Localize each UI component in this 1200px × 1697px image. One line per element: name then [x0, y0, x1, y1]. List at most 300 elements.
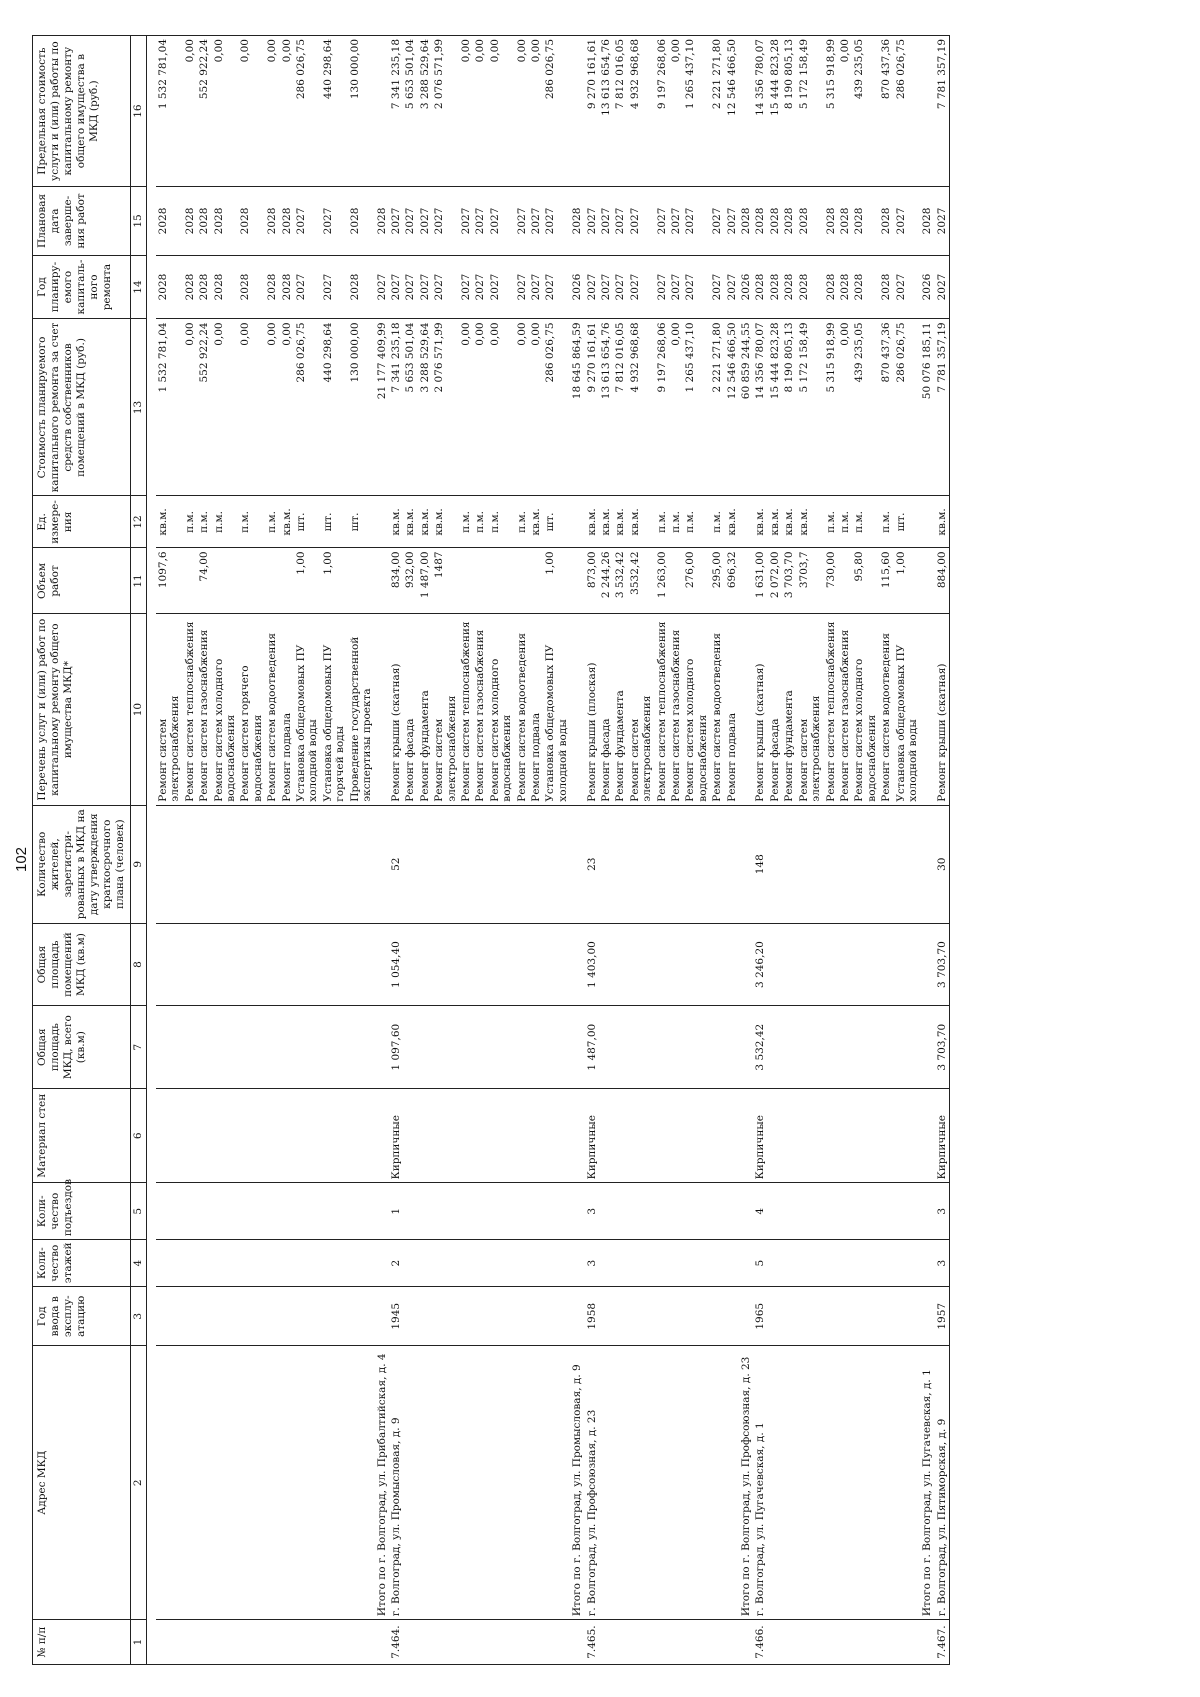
- wall-material: Кирпичные: [935, 1089, 950, 1183]
- unit: кв.м.: [280, 496, 294, 548]
- premises-area: [515, 923, 529, 1006]
- repair-year: 2027: [613, 255, 627, 319]
- row-number: [655, 1620, 669, 1665]
- premises-area: [628, 923, 655, 1006]
- table-row: [348, 36, 375, 1665]
- planned-cost: 5 315 918,99: [824, 319, 838, 496]
- planned-cost: 0,00: [529, 319, 543, 496]
- premises-area: [879, 923, 893, 1006]
- year-built: [725, 1287, 739, 1346]
- work-volume: 730,00: [824, 548, 838, 614]
- planned-cost: 15 444 823,28: [768, 319, 782, 496]
- address: [543, 1346, 570, 1620]
- floors: 3: [935, 1240, 950, 1287]
- column-number: 2: [131, 1346, 147, 1620]
- total-area: [710, 1006, 724, 1089]
- column-number: 6: [131, 1089, 147, 1183]
- year-built: 1958: [585, 1287, 599, 1346]
- max-cost: 5 315 918,99: [824, 36, 838, 187]
- total-area: [570, 1006, 584, 1089]
- entrances: [599, 1183, 613, 1240]
- residents: [529, 805, 543, 923]
- max-cost: 439 235,05: [852, 36, 879, 187]
- residents: [197, 805, 211, 923]
- repair-year: 2027: [488, 255, 515, 319]
- premises-area: [375, 923, 389, 1006]
- max-cost: 5 653 501,04: [403, 36, 417, 187]
- year-built: [710, 1287, 724, 1346]
- residents: [628, 805, 655, 923]
- table-row: [197, 36, 211, 1665]
- floors: 2: [389, 1240, 403, 1287]
- wall-material: [348, 1089, 375, 1183]
- unit: [570, 496, 584, 548]
- work-volume: 1 487,00: [418, 548, 432, 614]
- residents: [725, 805, 739, 923]
- row-number: [432, 1620, 459, 1665]
- residents: 148: [753, 805, 767, 923]
- premises-area: [920, 923, 934, 1006]
- entrances: [515, 1183, 529, 1240]
- work-type: Ремонт систем горячего водоснабжения: [238, 614, 265, 805]
- address: [488, 1346, 515, 1620]
- residents: [212, 805, 239, 923]
- wall-material: Кирпичные: [389, 1089, 403, 1183]
- work-volume: [459, 548, 473, 614]
- planned-cost: 8 190 805,13: [782, 319, 796, 496]
- work-volume: 1,00: [543, 548, 570, 614]
- total-area: [280, 1006, 294, 1089]
- entrances: [432, 1183, 459, 1240]
- floors: [570, 1240, 584, 1287]
- wall-material: [628, 1089, 655, 1183]
- floors: [488, 1240, 515, 1287]
- residents: [459, 805, 473, 923]
- total-area: [515, 1006, 529, 1089]
- residents: [824, 805, 838, 923]
- row-number: [739, 1620, 753, 1665]
- max-cost: 0,00: [473, 36, 487, 187]
- repair-year: 2028: [183, 255, 197, 319]
- header-cell: Ед. измере-ния: [33, 496, 131, 548]
- table-row: [459, 36, 473, 1665]
- unit: п.м.: [212, 496, 239, 548]
- planned-cost: 2 221 271,80: [710, 319, 724, 496]
- completion-year: 2027: [543, 187, 570, 255]
- unit: п.м.: [197, 496, 211, 548]
- planned-cost: 13 613 654,76: [599, 319, 613, 496]
- residents: [265, 805, 279, 923]
- wall-material: [183, 1089, 197, 1183]
- planned-cost: 0,00: [459, 319, 473, 496]
- row-number: [212, 1620, 239, 1665]
- entrances: [710, 1183, 724, 1240]
- address: [348, 1346, 375, 1620]
- premises-area: [418, 923, 432, 1006]
- repair-year: 2028: [265, 255, 279, 319]
- work-volume: 115,60: [879, 548, 893, 614]
- entrances: 3: [585, 1183, 599, 1240]
- header-row: [33, 36, 131, 1665]
- wall-material: [852, 1089, 879, 1183]
- completion-year: 2028: [797, 187, 824, 255]
- work-volume: 873,00: [585, 548, 599, 614]
- completion-year: 2028: [920, 187, 934, 255]
- floors: [280, 1240, 294, 1287]
- total-area: [838, 1006, 852, 1089]
- max-cost: 286 026,75: [543, 36, 570, 187]
- column-number: 11: [131, 548, 147, 614]
- floors: [403, 1240, 417, 1287]
- entrances: [768, 1183, 782, 1240]
- total-area: [655, 1006, 669, 1089]
- address: Итого по г. Волгоград, ул. Прибалтийская, д. 4: [375, 1346, 389, 1620]
- entrances: 3: [935, 1183, 950, 1240]
- row-number: [879, 1620, 893, 1665]
- table-row: [488, 36, 515, 1665]
- table-row: [894, 36, 921, 1665]
- completion-year: 2028: [768, 187, 782, 255]
- row-number: [459, 1620, 473, 1665]
- completion-year: 2028: [879, 187, 893, 255]
- year-built: [782, 1287, 796, 1346]
- planned-cost: 3 288 529,64: [418, 319, 432, 496]
- work-volume: 3 703,70: [782, 548, 796, 614]
- work-type: Ремонт фасада: [599, 614, 613, 805]
- residents: [852, 805, 879, 923]
- repair-year: 2027: [529, 255, 543, 319]
- unit: кв.м.: [935, 496, 950, 548]
- unit: кв.м.: [725, 496, 739, 548]
- work-type: Ремонт систем теплоснабжения: [183, 614, 197, 805]
- total-area: [348, 1006, 375, 1089]
- premises-area: [488, 923, 515, 1006]
- repair-year: 2027: [725, 255, 739, 319]
- premises-area: 1 403,00: [585, 923, 599, 1006]
- row-number: 7.464.: [389, 1620, 403, 1665]
- year-built: [683, 1287, 710, 1346]
- entrances: [294, 1183, 321, 1240]
- address: г. Волгоград, ул. Промысловая, д. 9: [389, 1346, 403, 1620]
- header-cell: Плановая дата заверше-ния работ: [33, 187, 131, 255]
- completion-year: 2028: [739, 187, 753, 255]
- completion-year: 2028: [280, 187, 294, 255]
- total-area: [459, 1006, 473, 1089]
- premises-area: [156, 923, 183, 1006]
- premises-area: [838, 923, 852, 1006]
- total-area: [894, 1006, 921, 1089]
- work-type: Ремонт фундамента: [418, 614, 432, 805]
- spacer-row: [147, 36, 157, 1665]
- residents: [432, 805, 459, 923]
- residents: [156, 805, 183, 923]
- planned-cost: 286 026,75: [543, 319, 570, 496]
- premises-area: 3 246,20: [753, 923, 767, 1006]
- max-cost: 2 076 571,99: [432, 36, 459, 187]
- work-type: Установка общедомовых ПУ горячей воды: [321, 614, 348, 805]
- residents: [294, 805, 321, 923]
- floors: [739, 1240, 753, 1287]
- max-cost: 0,00: [265, 36, 279, 187]
- repair-year: 2027: [459, 255, 473, 319]
- premises-area: [543, 923, 570, 1006]
- max-cost: 15 444 823,28: [768, 36, 782, 187]
- table-body: [131, 36, 950, 1665]
- total-area: [782, 1006, 796, 1089]
- work-volume: 95,80: [852, 548, 879, 614]
- year-built: [852, 1287, 879, 1346]
- work-type: Ремонт систем газоснабжения: [669, 614, 683, 805]
- planned-cost: 0,00: [212, 319, 239, 496]
- year-built: 1965: [753, 1287, 767, 1346]
- max-cost: 3 288 529,64: [418, 36, 432, 187]
- premises-area: [459, 923, 473, 1006]
- floors: [156, 1240, 183, 1287]
- floors: [838, 1240, 852, 1287]
- planned-cost: 0,00: [265, 319, 279, 496]
- year-built: [838, 1287, 852, 1346]
- row-number: [824, 1620, 838, 1665]
- unit: п.м.: [473, 496, 487, 548]
- column-number: 1: [131, 1620, 147, 1665]
- max-cost: 130 000,00: [348, 36, 375, 187]
- wall-material: [920, 1089, 934, 1183]
- floors: [894, 1240, 921, 1287]
- unit: кв.м.: [613, 496, 627, 548]
- column-number: 10: [131, 614, 147, 805]
- row-number: [515, 1620, 529, 1665]
- table-row: [879, 36, 893, 1665]
- max-cost: 0,00: [515, 36, 529, 187]
- work-type: Ремонт фундамента: [613, 614, 627, 805]
- floors: [669, 1240, 683, 1287]
- planned-cost: 0,00: [669, 319, 683, 496]
- row-number: [418, 1620, 432, 1665]
- completion-year: 2028: [852, 187, 879, 255]
- repair-year: 2028: [824, 255, 838, 319]
- total-row: [570, 36, 584, 1665]
- unit: шт.: [348, 496, 375, 548]
- completion-year: 2027: [529, 187, 543, 255]
- address: [797, 1346, 824, 1620]
- header-cell: Коли-чество этажей: [33, 1240, 131, 1287]
- max-cost: 8 190 805,13: [782, 36, 796, 187]
- entrances: [852, 1183, 879, 1240]
- premises-area: [238, 923, 265, 1006]
- premises-area: [739, 923, 753, 1006]
- table-row: [294, 36, 321, 1665]
- residents: [280, 805, 294, 923]
- year-built: [529, 1287, 543, 1346]
- work-volume: 932,00: [403, 548, 417, 614]
- premises-area: [570, 923, 584, 1006]
- residents: 52: [389, 805, 403, 923]
- completion-year: 2027: [473, 187, 487, 255]
- residents: [570, 805, 584, 923]
- work-type: Ремонт подвала: [725, 614, 739, 805]
- entrances: [348, 1183, 375, 1240]
- max-cost: 9 197 268,06: [655, 36, 669, 187]
- address: [782, 1346, 796, 1620]
- work-type: Ремонт систем теплоснабжения: [655, 614, 669, 805]
- wall-material: [797, 1089, 824, 1183]
- total-area: [529, 1006, 543, 1089]
- wall-material: [238, 1089, 265, 1183]
- work-type: Ремонт систем электроснабжения: [432, 614, 459, 805]
- premises-area: [212, 923, 239, 1006]
- residents: [613, 805, 627, 923]
- table-row: [238, 36, 265, 1665]
- completion-year: 2028: [156, 187, 183, 255]
- repair-year: 2028: [212, 255, 239, 319]
- work-type: Ремонт крыши (плоская): [585, 614, 599, 805]
- wall-material: [294, 1089, 321, 1183]
- row-number: [375, 1620, 389, 1665]
- header-cell: Адрес МКД: [33, 1346, 131, 1620]
- total-area: [768, 1006, 782, 1089]
- total-area: [824, 1006, 838, 1089]
- premises-area: [599, 923, 613, 1006]
- work-volume: 1,00: [321, 548, 348, 614]
- premises-area: [183, 923, 197, 1006]
- floors: [628, 1240, 655, 1287]
- repair-year: 2027: [669, 255, 683, 319]
- year-built: [265, 1287, 279, 1346]
- row-number: [183, 1620, 197, 1665]
- row-number: [725, 1620, 739, 1665]
- premises-area: [473, 923, 487, 1006]
- address: [725, 1346, 739, 1620]
- header-cell: Год ввода в эксплу-атацию: [33, 1287, 131, 1346]
- wall-material: [197, 1089, 211, 1183]
- total-area: [212, 1006, 239, 1089]
- year-built: [238, 1287, 265, 1346]
- premises-area: 1 054,40: [389, 923, 403, 1006]
- address: [710, 1346, 724, 1620]
- floors: [824, 1240, 838, 1287]
- address: [432, 1346, 459, 1620]
- wall-material: [529, 1089, 543, 1183]
- completion-year: 2027: [488, 187, 515, 255]
- year-built: [348, 1287, 375, 1346]
- total-area: [473, 1006, 487, 1089]
- work-volume: 1 631,00: [753, 548, 767, 614]
- address: [683, 1346, 710, 1620]
- total-area: [432, 1006, 459, 1089]
- unit: п.м.: [238, 496, 265, 548]
- year-built: [669, 1287, 683, 1346]
- year-built: [473, 1287, 487, 1346]
- work-volume: 295,00: [710, 548, 724, 614]
- completion-year: 2027: [613, 187, 627, 255]
- unit: п.м.: [655, 496, 669, 548]
- unit: кв.м.: [418, 496, 432, 548]
- work-type: Ремонт подвала: [529, 614, 543, 805]
- planned-cost: 0,00: [280, 319, 294, 496]
- repair-year: 2028: [238, 255, 265, 319]
- total-area: [543, 1006, 570, 1089]
- unit: кв.м.: [628, 496, 655, 548]
- entrances: [894, 1183, 921, 1240]
- address: [403, 1346, 417, 1620]
- entrances: 1: [389, 1183, 403, 1240]
- completion-year: 2027: [515, 187, 529, 255]
- floors: [920, 1240, 934, 1287]
- unit: [739, 496, 753, 548]
- premises-area: [768, 923, 782, 1006]
- wall-material: [403, 1089, 417, 1183]
- planned-cost: 0,00: [238, 319, 265, 496]
- repair-year: 2028: [348, 255, 375, 319]
- wall-material: [824, 1089, 838, 1183]
- column-number: 14: [131, 255, 147, 319]
- premises-area: [683, 923, 710, 1006]
- entrances: [212, 1183, 239, 1240]
- address: [852, 1346, 879, 1620]
- wall-material: [768, 1089, 782, 1183]
- table-row: [585, 36, 599, 1665]
- entrances: [739, 1183, 753, 1240]
- entrances: [488, 1183, 515, 1240]
- column-number: 7: [131, 1006, 147, 1089]
- column-number: 16: [131, 36, 147, 187]
- table-row: [628, 36, 655, 1665]
- row-number: [613, 1620, 627, 1665]
- work-volume: 1,00: [894, 548, 921, 614]
- repair-year: 2027: [894, 255, 921, 319]
- max-cost: 0,00: [459, 36, 473, 187]
- address: [599, 1346, 613, 1620]
- completion-year: 2027: [710, 187, 724, 255]
- address: [418, 1346, 432, 1620]
- unit: кв.м.: [529, 496, 543, 548]
- work-volume: [183, 548, 197, 614]
- residents: [375, 805, 389, 923]
- max-cost: [920, 36, 934, 187]
- repair-year: 2027: [628, 255, 655, 319]
- floors: 5: [753, 1240, 767, 1287]
- work-type: Ремонт систем водоотведения: [879, 614, 893, 805]
- repair-year: 2028: [280, 255, 294, 319]
- row-number: [838, 1620, 852, 1665]
- column-number: 5: [131, 1183, 147, 1240]
- residents: [183, 805, 197, 923]
- residents: [488, 805, 515, 923]
- work-volume: 1,00: [294, 548, 321, 614]
- completion-year: 2027: [418, 187, 432, 255]
- planned-cost: 439 235,05: [852, 319, 879, 496]
- table-row: [753, 36, 767, 1665]
- work-type: Ремонт систем газоснабжения: [197, 614, 211, 805]
- planned-cost: 12 546 466,50: [725, 319, 739, 496]
- planned-cost: 14 356 780,07: [753, 319, 767, 496]
- premises-area: [725, 923, 739, 1006]
- repair-year: 2026: [920, 255, 934, 319]
- max-cost: 0,00: [212, 36, 239, 187]
- table-row: [529, 36, 543, 1665]
- work-type: Ремонт систем газоснабжения: [473, 614, 487, 805]
- repair-year: 2027: [375, 255, 389, 319]
- premises-area: [824, 923, 838, 1006]
- address: [515, 1346, 529, 1620]
- completion-year: 2027: [725, 187, 739, 255]
- residents: [782, 805, 796, 923]
- residents: [768, 805, 782, 923]
- rotated-page: [32, 35, 1162, 1665]
- max-cost: 14 356 780,07: [753, 36, 767, 187]
- work-type: Ремонт фасада: [768, 614, 782, 805]
- table-row: [212, 36, 239, 1665]
